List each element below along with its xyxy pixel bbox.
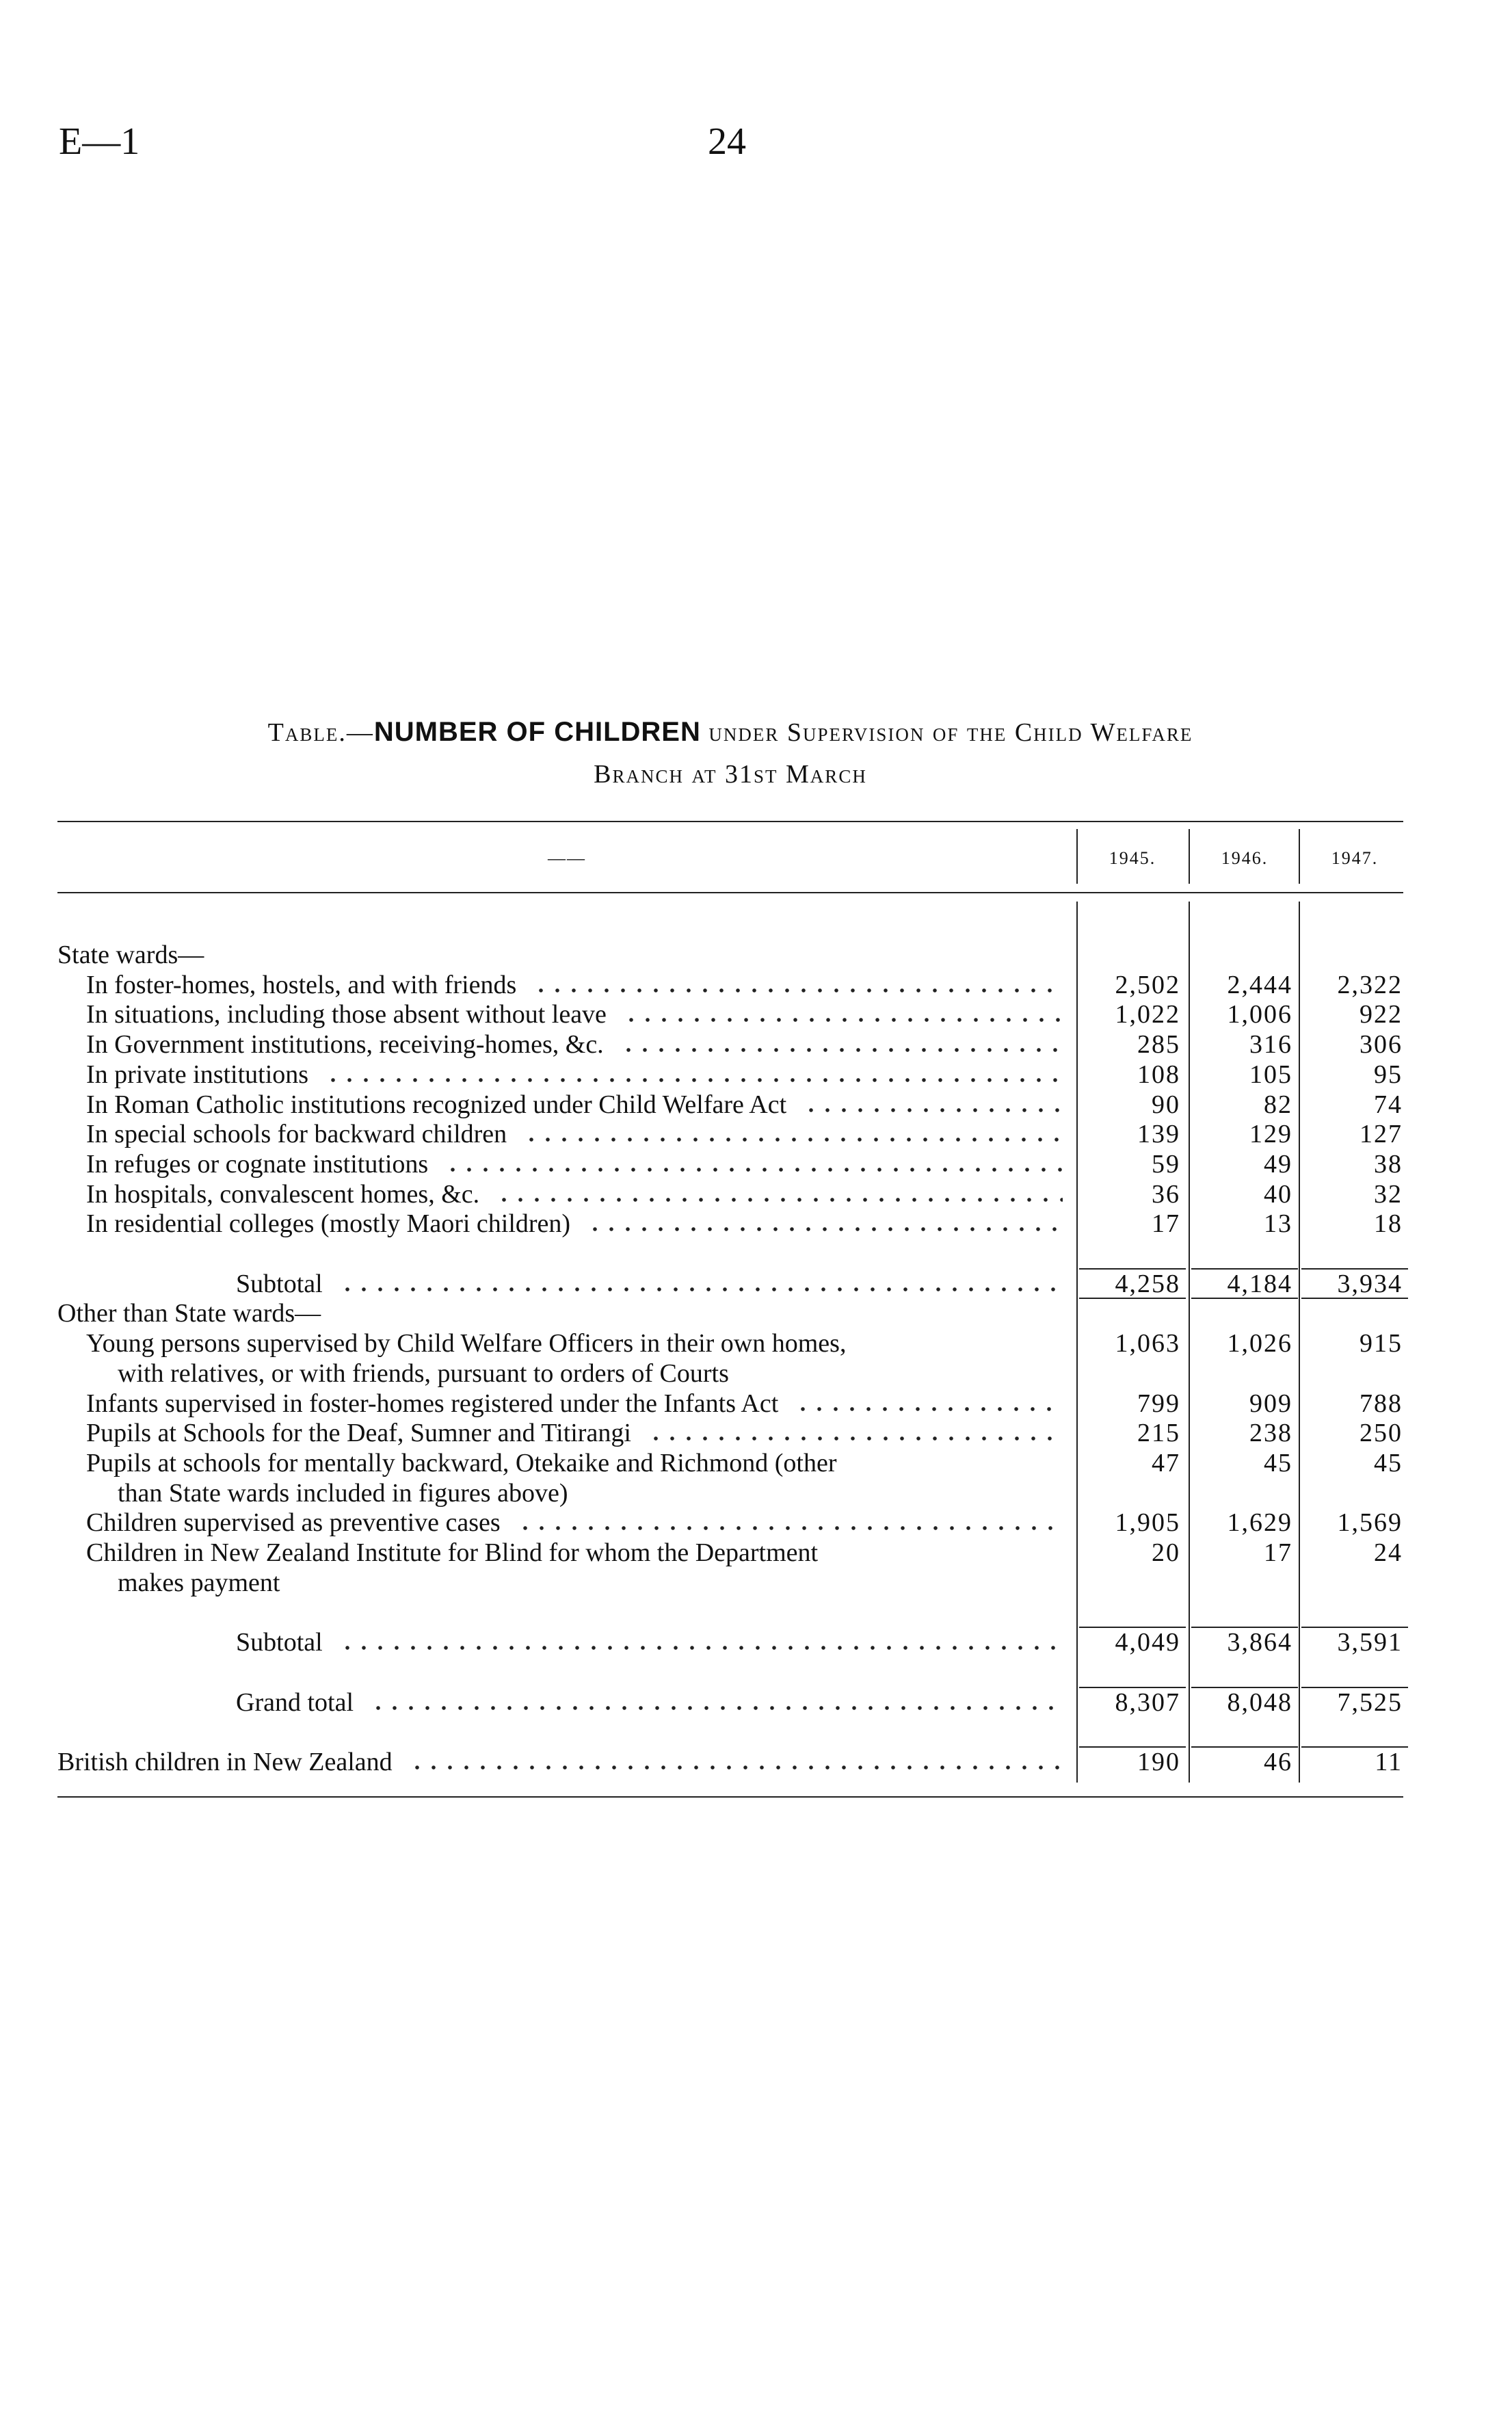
cell-value: 45: [1374, 1448, 1403, 1477]
leader-dots: [370, 1687, 1063, 1718]
cell-value: 129: [1249, 1120, 1292, 1149]
table-row: [57, 1209, 1403, 1239]
cell-value: 915: [1360, 1329, 1403, 1358]
cell-value: 250: [1360, 1419, 1403, 1448]
cell-value: 20: [1152, 1538, 1180, 1567]
row-label: In hospitals, convalescent homes, &c.: [86, 1179, 480, 1209]
row-label: In private institutions: [86, 1060, 309, 1089]
cell-value: 36: [1152, 1179, 1180, 1209]
table-bottom-rule: [57, 1796, 1403, 1798]
row-label: State wards—: [57, 941, 204, 969]
table-row: [57, 1298, 1403, 1328]
cell-value: 3,864: [1227, 1628, 1292, 1657]
table-row: [57, 1478, 1403, 1508]
cell-value: 59: [1152, 1149, 1180, 1179]
table-row: [57, 1029, 1403, 1060]
leader-dots: [325, 1060, 1063, 1090]
row-label: In foster-homes, hostels, and with friends: [86, 970, 517, 999]
leader-dots: [648, 1418, 1063, 1448]
leader-dots: [620, 1029, 1063, 1060]
year-header: 1947.: [1331, 848, 1379, 868]
cell-value: 190: [1137, 1747, 1180, 1776]
stub-header: ——: [548, 848, 586, 868]
cell-value: 1,022: [1115, 1000, 1180, 1029]
leader-dots: [623, 999, 1063, 1029]
leader-dots: [587, 1209, 1063, 1239]
cell-value: 82: [1264, 1090, 1292, 1119]
cell-value: 46: [1264, 1747, 1292, 1776]
table-row: [57, 1060, 1403, 1090]
table-top-rule: [57, 821, 1403, 822]
row-label: Children supervised as preventive cases: [86, 1508, 501, 1538]
column-divider: [1189, 902, 1190, 1783]
table-row: [57, 1328, 1403, 1358]
column-divider: [1076, 902, 1078, 1783]
cell-value: 2,322: [1337, 970, 1403, 999]
row-label: In residential colleges (mostly Maori children): [86, 1209, 571, 1239]
row-label: makes payment: [118, 1568, 280, 1597]
cell-value: 1,629: [1227, 1508, 1292, 1538]
cell-value: 788: [1360, 1389, 1403, 1418]
cell-value: 922: [1360, 1000, 1403, 1029]
row-label: Grand total: [236, 1687, 354, 1717]
cell-value: 95: [1374, 1060, 1403, 1089]
table-row: [57, 1179, 1403, 1209]
table-row: [57, 970, 1403, 1000]
title-bold: NUMBER OF CHILDREN: [373, 717, 701, 747]
table-row: [57, 1448, 1403, 1478]
cell-value: 2,502: [1115, 970, 1180, 999]
table-row: [57, 999, 1403, 1029]
table-row: [57, 1269, 1403, 1299]
row-label: Subtotal: [236, 1628, 323, 1657]
table-row: [57, 1149, 1403, 1179]
table-row: [57, 1538, 1403, 1568]
table-row: [57, 940, 1403, 970]
cell-value: 7,525: [1337, 1687, 1403, 1717]
cell-value: 105: [1249, 1060, 1292, 1089]
cell-value: 139: [1137, 1120, 1180, 1149]
row-label: than State wards included in figures above): [118, 1478, 568, 1508]
row-label: In Government institutions, receiving-homes, &c.: [86, 1030, 604, 1060]
table-row: [57, 1627, 1403, 1657]
table-row: [57, 1090, 1403, 1120]
page-number: 24: [708, 120, 746, 163]
cell-value: 108: [1137, 1060, 1180, 1089]
leader-dots: [523, 1119, 1063, 1149]
cell-value: 4,049: [1115, 1628, 1180, 1657]
cell-value: 1,026: [1227, 1329, 1292, 1358]
column-divider: [1189, 829, 1190, 884]
table-title-line2: Branch at 31st March: [594, 760, 867, 789]
title-prefix: Table.—: [267, 718, 374, 747]
row-label: Pupils at Schools for the Deaf, Sumner and Titirangi: [86, 1419, 631, 1448]
row-label: In special schools for backward children: [86, 1120, 507, 1149]
cell-value: 17: [1264, 1538, 1292, 1567]
cell-value: 285: [1137, 1030, 1180, 1060]
cell-value: 8,307: [1115, 1687, 1180, 1717]
header-bottom-rule: [57, 892, 1403, 893]
table-row: [57, 1508, 1403, 1538]
leader-dots: [496, 1179, 1063, 1209]
table-row: [57, 1358, 1403, 1389]
cell-value: 49: [1264, 1149, 1292, 1179]
title-rest: under Supervision of the Child Welfare: [700, 718, 1193, 747]
cell-value: 40: [1264, 1179, 1292, 1209]
cell-value: 13: [1264, 1209, 1292, 1239]
row-label: In Roman Catholic institutions recognized under Child Welfare Act: [86, 1090, 787, 1119]
year-header: 1945.: [1109, 848, 1156, 868]
leader-dots: [517, 1508, 1063, 1538]
cell-value: 24: [1374, 1538, 1403, 1567]
cell-value: 2,444: [1227, 970, 1292, 999]
document-code: E—1: [59, 120, 140, 163]
leader-dots: [409, 1747, 1063, 1777]
year-header: 1946.: [1221, 848, 1269, 868]
leader-dots: [445, 1149, 1063, 1179]
table-row: [57, 1687, 1403, 1718]
table-row: [57, 1747, 1403, 1777]
cell-value: 8,048: [1227, 1687, 1292, 1717]
cell-value: 38: [1374, 1149, 1403, 1179]
cell-value: 4,184: [1227, 1269, 1292, 1298]
row-label: Subtotal: [236, 1269, 323, 1298]
row-label: Infants supervised in foster-homes registered under the Infants Act: [86, 1389, 779, 1418]
cell-value: 90: [1152, 1090, 1180, 1119]
row-label: Children in New Zealand Institute for Blind for whom the Department: [86, 1538, 819, 1567]
cell-value: 127: [1360, 1120, 1403, 1149]
cell-value: 909: [1249, 1389, 1292, 1418]
row-label: In situations, including those absent without leave: [86, 1000, 607, 1029]
cell-value: 4,258: [1115, 1269, 1180, 1298]
cell-value: 799: [1137, 1389, 1180, 1418]
cell-value: 215: [1137, 1419, 1180, 1448]
leader-dots: [533, 970, 1063, 1000]
leader-dots: [339, 1269, 1063, 1299]
cell-value: 47: [1152, 1448, 1180, 1477]
table-title: [57, 717, 1403, 748]
column-divider: [1076, 829, 1078, 884]
cell-value: 32: [1374, 1179, 1403, 1209]
cell-value: 18: [1374, 1209, 1403, 1239]
cell-value: 11: [1375, 1747, 1403, 1776]
row-label: Young persons supervised by Child Welfare Officers in their own homes,: [86, 1329, 847, 1358]
row-label: Pupils at schools for mentally backward, Otekaike and Richmond (other: [86, 1448, 837, 1477]
cell-value: 1,569: [1337, 1508, 1403, 1538]
row-label: with relatives, or with friends, pursuant to orders of Courts: [118, 1358, 729, 1388]
cell-value: 1,063: [1115, 1329, 1180, 1358]
column-divider: [1299, 829, 1300, 884]
leader-dots: [803, 1090, 1063, 1120]
cell-value: 3,934: [1337, 1269, 1403, 1298]
column-divider: [1299, 902, 1300, 1783]
cell-value: 1,006: [1227, 1000, 1292, 1029]
row-label: In refuges or cognate institutions: [86, 1149, 429, 1179]
leader-dots: [795, 1389, 1063, 1419]
cell-value: 238: [1249, 1419, 1292, 1448]
cell-value: 316: [1249, 1030, 1292, 1060]
cell-value: 3,591: [1337, 1628, 1403, 1657]
cell-value: 74: [1374, 1090, 1403, 1119]
row-label: Other than State wards—: [57, 1299, 321, 1328]
cell-value: 17: [1152, 1209, 1180, 1239]
row-label: British children in New Zealand: [57, 1747, 393, 1776]
leader-dots: [339, 1627, 1063, 1657]
table-row: [57, 1418, 1403, 1448]
table-row: [57, 1389, 1403, 1419]
table-row: [57, 1119, 1403, 1149]
cell-value: 1,905: [1115, 1508, 1180, 1538]
cell-value: 45: [1264, 1448, 1292, 1477]
table-row: [57, 1568, 1403, 1598]
cell-value: 306: [1360, 1030, 1403, 1060]
